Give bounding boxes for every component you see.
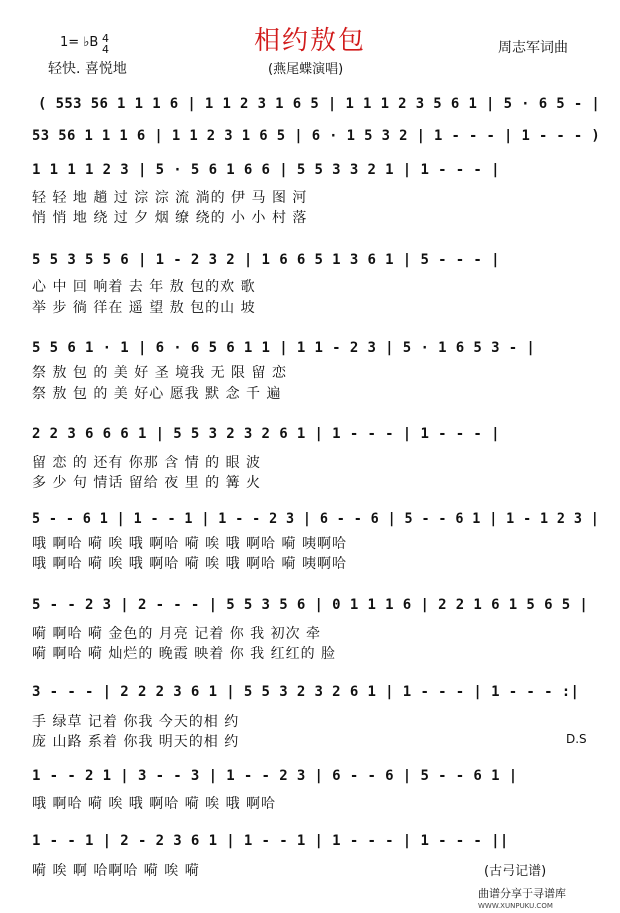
tempo-marking: 轻快. 喜悦地 — [48, 61, 127, 77]
key-signature: 1= ♭B — [60, 35, 99, 50]
lyric-row-2: 多 少 句 情话 留给 夜 里 的 篝 火 — [32, 475, 262, 491]
notation-row: 5 - - 6 1 | 1 - - 1 | 1 - - 2 3 | 6 - - 6 | 5 - - 6 1 | 1 - 1 2 3 | — [32, 511, 600, 527]
lyric-row-2: 庞 山路 系着 你我 明天的相 约 — [32, 734, 240, 750]
lyric-row-1: 祭 敖 包 的 美 好 圣 境我 无 限 留 恋 — [32, 365, 287, 381]
time-bottom: 4 — [102, 43, 109, 56]
lyric-row-1: 嗬 唉 啊 哈啊哈 嗬 唉 嗬 — [32, 863, 200, 879]
lyric-row-1: 嗬 啊哈 嗬 金色的 月亮 记着 你 我 初次 牵 — [32, 626, 322, 642]
lyric-row-1: 哦 啊哈 嗬 唉 哦 啊哈 嗬 唉 哦 啊哈 — [32, 796, 277, 812]
notation-row: 5 5 6 1 · 1 | 6 · 6 5 6 1 1 | 1 1 - 2 3 | 5 · 1 6 5 3 - | — [32, 340, 536, 356]
time-signature — [102, 33, 109, 55]
notation-row: 2 2 3 6 6 6 1 | 5 5 3 2 3 2 6 1 | 1 - - - | 1 - - - | — [32, 426, 500, 442]
lyric-row-1: 手 绿草 记着 你我 今天的相 约 — [32, 714, 240, 730]
lyric-row-2: 悄 悄 地 绕 过 夕 烟 缭 绕的 小 小 村 落 — [32, 210, 308, 226]
lyric-row-1: 哦 啊哈 嗬 唉 哦 啊哈 嗬 唉 哦 啊哈 嗬 咦啊哈 — [32, 536, 347, 552]
lyric-row-1: 留 恋 的 还有 你那 含 情 的 眼 波 — [32, 455, 262, 471]
lyric-row-1: 轻 轻 地 趟 过 淙 淙 流 淌的 伊 马 图 河 — [32, 190, 308, 206]
notation-row: 1 - - 2 1 | 3 - - 3 | 1 - - 2 3 | 6 - - 6 | 5 - - 6 1 | — [32, 768, 518, 784]
notation-row: 53 56 1 1 1 6 | 1 1 2 3 1 6 5 | 6 · 1 5 3 2 | 1 - - - | 1 - - - ) — [32, 128, 601, 144]
lyric-row-2: 祭 敖 包 的 美 好心 愿我 默 念 千 遍 — [32, 386, 282, 402]
notation-row: 1 - - 1 | 2 - 2 3 6 1 | 1 - - 1 | 1 - - - | 1 - - - || — [32, 833, 509, 849]
transcriber-credit: (古弓记谱) — [484, 864, 547, 879]
ds-marking: D.S — [566, 732, 587, 746]
notation-row: 1 1 1 1 2 3 | 5 · 5 6 1 6 6 | 5 5 3 3 2 1 | 1 - - - | — [32, 162, 500, 178]
time-top: 4 — [102, 32, 109, 45]
lyric-row-2: 举 步 徜 徉在 遥 望 敖 包的山 坡 — [32, 300, 256, 316]
credits: 周志军词曲 — [498, 40, 568, 56]
lyric-row-2: 嗬 啊哈 嗬 灿烂的 晚霞 映着 你 我 红红的 脸 — [32, 646, 337, 662]
footer-watermark — [478, 887, 566, 913]
lyric-row-2: 哦 啊哈 嗬 唉 哦 啊哈 嗬 唉 哦 啊哈 嗬 咦啊哈 — [32, 556, 347, 572]
notation-row: 5 - - 2 3 | 2 - - - | 5 5 3 5 6 | 0 1 1 1 6 | 2 2 1 6 1 5 6 5 | — [32, 597, 589, 613]
notation-row: 3 - - - | 2 2 2 3 6 1 | 5 5 3 2 3 2 6 1 | 1 - - - | 1 - - - :| — [32, 684, 580, 700]
footer-line-1: 曲谱分享于寻谱库 — [478, 887, 566, 900]
notation-row: ( 553 56 1 1 1 6 | 1 1 2 3 1 6 5 | 1 1 1 2 3 5 6 1 | 5 · 6 5 - | — [38, 96, 601, 112]
lyric-row-1: 心 中 回 响着 去 年 敖 包的欢 歌 — [32, 279, 256, 295]
title: 相约敖包 — [253, 26, 366, 56]
footer-line-2: WWW.XUNPUKU.COM — [478, 902, 553, 910]
notation-row: 5 5 3 5 5 6 | 1 - 2 3 2 | 1 6 6 5 1 3 6 1 | 5 - - - | — [32, 252, 500, 268]
singer: (燕尾蝶演唱) — [268, 62, 344, 77]
